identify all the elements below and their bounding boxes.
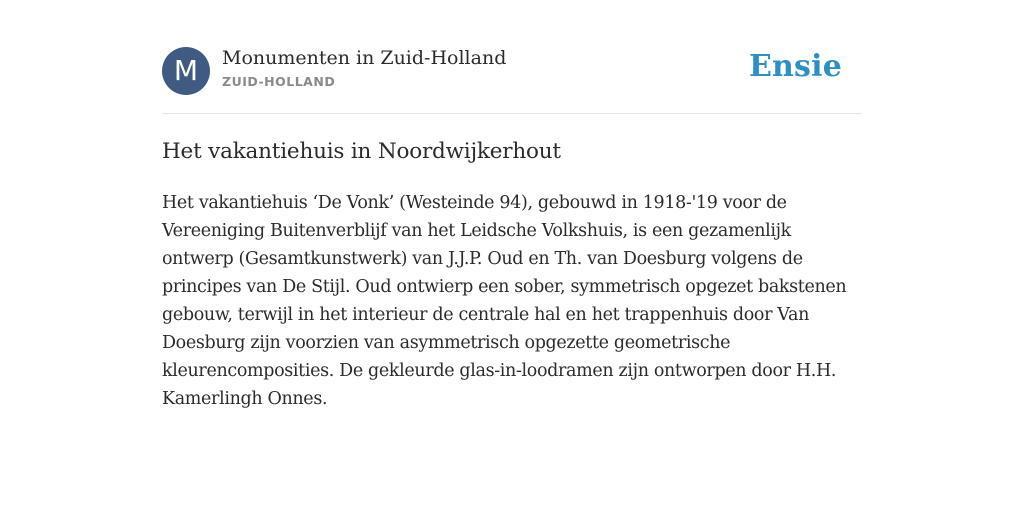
body-line: Vereeniging Buitenverblijf van het Leidsche Volkshuis, is een gezamenlijk bbox=[162, 221, 791, 241]
body-line: gebouw, terwijl in het interieur de centrale hal en het trappenhuis door Van bbox=[162, 305, 809, 325]
body-line: ontwerp (Gesamtkunstwerk) van J.J.P. Oud en Th. van Doesburg volgens de bbox=[162, 249, 803, 269]
body-line: Kamerlingh Onnes. bbox=[162, 389, 328, 409]
source-subtitle: ZUID-HOLLAND bbox=[222, 74, 336, 89]
source-header bbox=[162, 45, 862, 95]
avatar[interactable]: M bbox=[162, 47, 210, 95]
body-line: Doesburg zijn voorzien van asymmetrisch opgezette geometrische bbox=[162, 333, 731, 353]
article-card bbox=[162, 45, 862, 409]
article-body bbox=[162, 189, 862, 413]
body-line: kleurencomposities. De gekleurde glas-in-loodramen zijn ontworpen door H.H. bbox=[162, 361, 837, 381]
divider bbox=[162, 113, 862, 114]
body-line: Het vakantiehuis ‘De Vonk’ (Westeinde 94), gebouwd in 1918-'19 voor de bbox=[162, 193, 787, 213]
source-title[interactable]: Monumenten in Zuid-Holland bbox=[222, 47, 507, 69]
brand-logo[interactable]: Ensie bbox=[748, 49, 842, 84]
article-title: Het vakantiehuis in Noordwijkerhout bbox=[162, 139, 561, 164]
body-line: principes van De Stijl. Oud ontwierp een sober, symmetrisch opgezet bakstenen bbox=[162, 277, 847, 297]
